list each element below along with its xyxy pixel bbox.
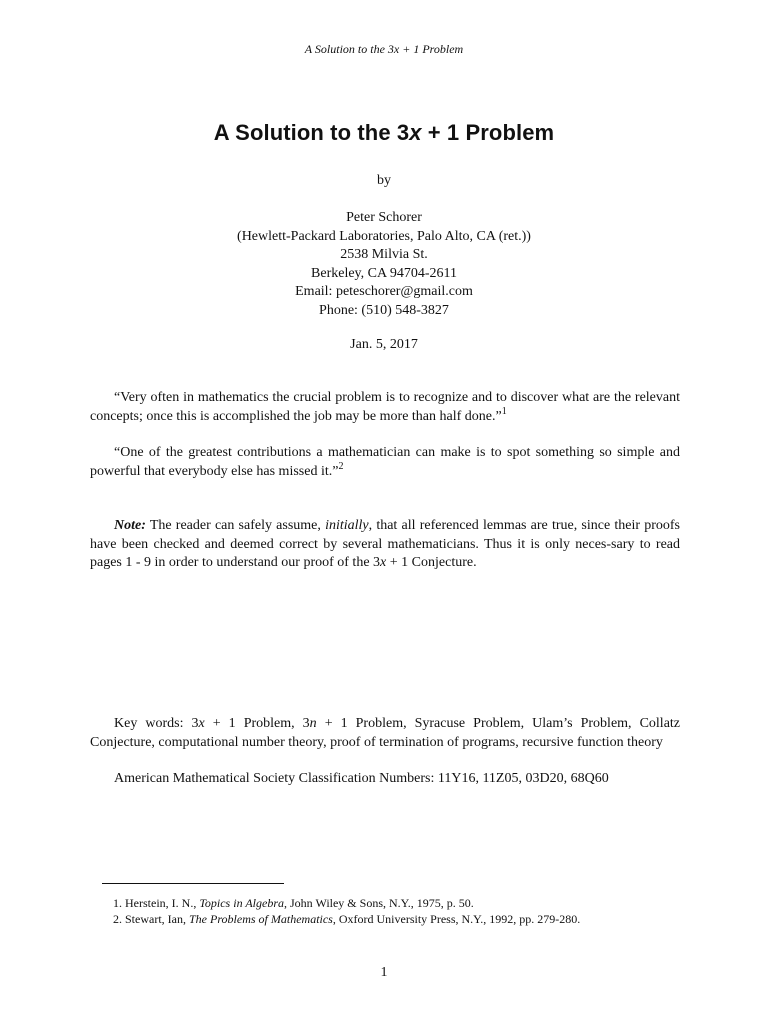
note-emphasis: initially [325,518,369,533]
footnote-ref-1: 1 [501,405,507,417]
footnote-2-post: , Oxford University Press, N.Y., 1992, pp. 279-280. [332,912,581,926]
page-title [0,120,768,146]
footnote-ref-2: 2 [338,460,344,472]
author-city: Berkeley, CA 94704-2611 [311,265,457,281]
epigraph-quote-2 [90,444,680,481]
quote-2-text: “One of the greatest contributions a mathematician can make is to spot something so simple and powerful that everybody else has missed it.” [90,445,680,479]
footnote-2 [113,911,713,927]
footnote-1-pre: 1. Herstein, I. N., [113,896,200,910]
footnote-1-book: Topics in Algebra [199,896,285,910]
page-number: 1 [380,965,388,980]
title-variable: x [409,120,422,145]
byline: by [377,173,391,188]
note-paragraph [90,517,680,573]
ams-text: American Mathematical Society Classification Numbers: 11Y16, 11Z05, 03D20, 68Q60 [114,771,609,786]
author-phone: Phone: (510) 548-3827 [319,302,449,318]
quote-1-text: “Very often in mathematics the crucial problem is to recognize and to discover what are the relevant concepts; once this is accomplished the job may be more than half done.” [90,390,680,424]
keywords-text-1: Key words: 3 [114,716,199,731]
keywords-paragraph [90,715,680,752]
ams-classification [90,770,680,789]
document-date: Jan. 5, 2017 [350,337,418,352]
title-suffix: + 1 Problem [421,120,555,145]
note-label: Note: [114,518,146,533]
epigraph-quote-1 [90,389,680,426]
footnote-2-pre: 2. Stewart, Ian, [113,912,189,926]
keywords-text-2: + 1 Problem, 3 [204,716,310,731]
footnote-2-book: The Problems of Mathematics [188,912,333,926]
keywords-text-3: + 1 Problem, Syracuse Problem, Ulam’s Problem, Collatz Conjecture, computational number theory, proof of termination of programs, recursive function theory [90,716,681,750]
keywords-variable-2: n [309,716,317,731]
title-prefix: A Solution to the 3 [213,120,410,145]
note-text-3: + 1 Conjecture. [386,555,477,570]
running-header: A Solution to the 3x + 1 Problem [304,42,464,56]
author-name: Peter Schorer [346,210,422,225]
author-street: 2538 Milvia St. [340,247,428,262]
footnote-1 [113,895,713,911]
note-text-1: The reader can safely assume, [145,518,326,533]
keywords-variable-1: x [198,716,205,731]
note-text-2: , that all referenced lemmas are true, since their proofs have been checked and deemed correct by several mathematicians. Thus it is only neces-sary to read pages 1 - 9 in order to understand our proof of the 3 [90,518,680,570]
author-affiliation: (Hewlett-Packard Laboratories, Palo Alto, CA (ret.)) [237,228,531,244]
footnote-divider [102,883,284,884]
footnotes [113,895,713,927]
footnote-1-post: , John Wiley & Sons, N.Y., 1975, p. 50. [284,896,474,910]
author-block [0,209,768,320]
note-variable: x [380,555,387,570]
author-email: Email: peteschorer@gmail.com [295,284,473,299]
